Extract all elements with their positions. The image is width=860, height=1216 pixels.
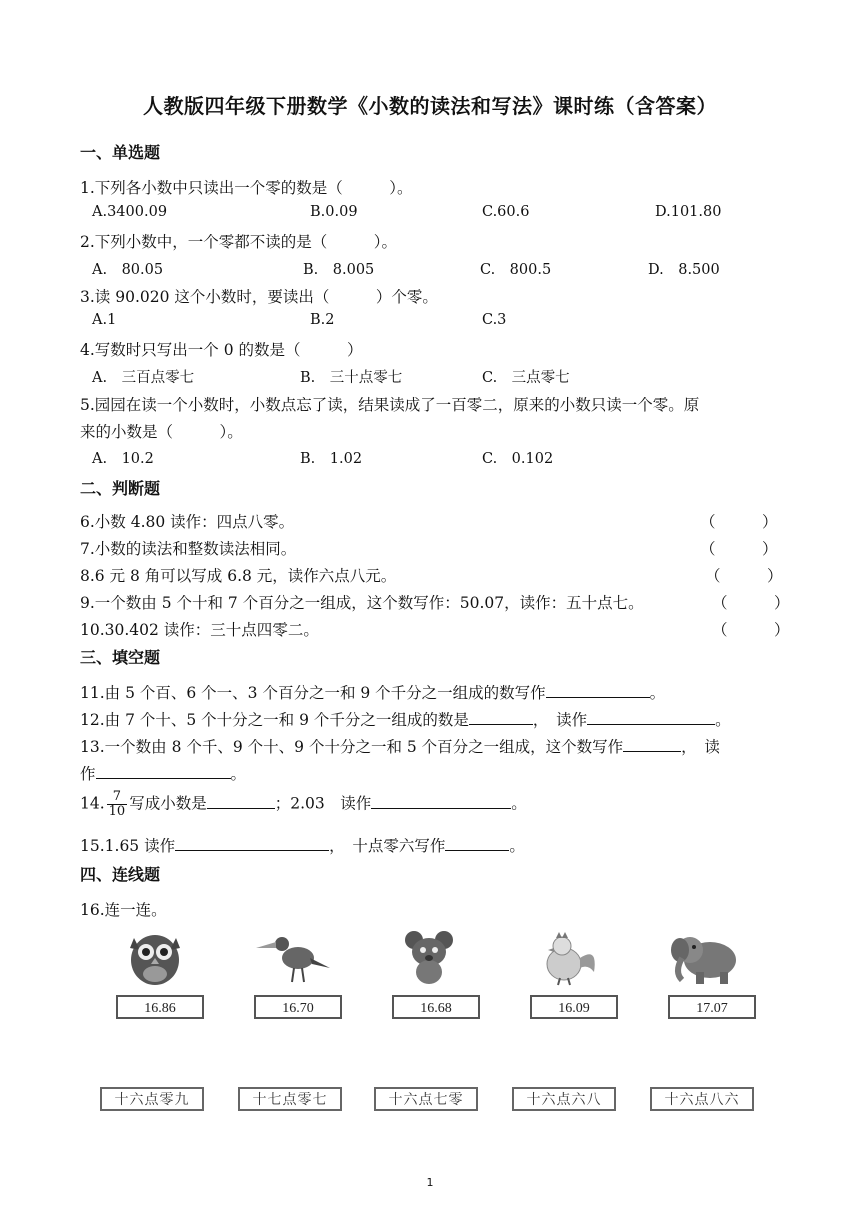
q12-text: 12.由 7 个十、5 个十分之一和 9 个千分之一组成的数是 [80, 711, 469, 729]
q2-option-c: C. 800.5 [480, 262, 552, 278]
fraction-seven-tenths [107, 790, 128, 819]
owl-image [110, 928, 200, 986]
question-8: 8.6 元 8 角可以写成 6.8 元，读作六点八元。 [80, 567, 397, 585]
word-box-1[interactable]: 十六点零九 [100, 1087, 204, 1111]
question-4: 4.写数时只写出一个 0 的数是（ ） [80, 341, 363, 359]
answer-paren-10: （ ） [712, 621, 790, 639]
word-box-2[interactable]: 十七点零七 [238, 1087, 342, 1111]
word-box-4[interactable]: 十六点六八 [512, 1087, 616, 1111]
q5-option-b: B. 1.02 [300, 451, 363, 467]
q11-text: 11.由 5 个百、6 个一、3 个百分之一和 9 个千分之一组成的数写作 [80, 684, 546, 702]
q12-blank-2[interactable] [587, 710, 715, 725]
q14-number: 14. [80, 794, 105, 813]
q14-mid: ；2.03 读作 [274, 794, 372, 813]
q5-option-c: C. 0.102 [482, 451, 554, 467]
q15-end: 。 [509, 837, 525, 855]
q1-option-a: A.3400.09 [92, 204, 168, 220]
number-box-2[interactable]: 16.70 [254, 995, 342, 1019]
rooster-image [522, 928, 612, 986]
number-box-1[interactable]: 16.86 [116, 995, 204, 1019]
section-heading-fill-blank: 三、填空题 [80, 648, 161, 667]
question-16: 16.连一连。 [80, 901, 167, 919]
question-14 [80, 790, 527, 819]
section-heading-single-choice: 一、单选题 [80, 143, 161, 162]
section-heading-matching: 四、连线题 [80, 865, 161, 884]
q15-blank-2[interactable] [445, 836, 509, 851]
mouse-image [384, 928, 474, 986]
q14-blank-1[interactable] [207, 794, 275, 809]
elephant-image [660, 928, 750, 986]
question-10: 10.30.402 读作：三十点四零二。 [80, 621, 319, 639]
section-heading-true-false: 二、判断题 [80, 479, 161, 498]
question-11 [80, 681, 665, 703]
question-15 [80, 834, 525, 856]
q5-option-a: A. 10.2 [92, 451, 154, 467]
word-box-5[interactable]: 十六点八六 [650, 1087, 754, 1111]
number-box-3[interactable]: 16.68 [392, 995, 480, 1019]
page-title: 人教版四年级下册数学《小数的读法和写法》课时练（含答案） [143, 94, 717, 118]
question-7: 7.小数的读法和整数读法相同。 [80, 540, 297, 558]
number-box-5[interactable]: 17.07 [668, 995, 756, 1019]
answer-paren-9: （ ） [712, 594, 790, 612]
bird-image [248, 928, 338, 986]
question-13-line-1 [80, 735, 720, 757]
q1-option-c: C.60.6 [482, 204, 530, 220]
question-3: 3.读 90.020 这个小数时，要读出（ ）个零。 [80, 288, 438, 306]
answer-paren-8: （ ） [705, 567, 783, 585]
q3-option-c: C.3 [482, 312, 507, 328]
word-box-3[interactable]: 十六点七零 [374, 1087, 478, 1111]
number-box-4[interactable]: 16.09 [530, 995, 618, 1019]
q2-option-d: D. 8.500 [648, 262, 720, 278]
question-1: 1.下列各小数中只读出一个零的数是（ ）。 [80, 179, 413, 197]
q13-cont: 作 [80, 765, 96, 783]
question-5-line-2: 来的小数是（ ）。 [80, 423, 243, 441]
question-2: 2.下列小数中，一个零都不读的是（ ）。 [80, 233, 398, 251]
q15-text: 15.1.65 读作 [80, 837, 176, 855]
q13-end: 。 [230, 765, 247, 783]
q3-option-b: B.2 [310, 312, 335, 328]
q11-blank[interactable] [546, 683, 650, 698]
q1-option-d: D.101.80 [655, 204, 722, 220]
q12-end: 。 [715, 711, 731, 729]
q14-text: 写成小数是 [129, 794, 207, 813]
q12-blank-1[interactable] [469, 710, 533, 725]
q13-blank-1[interactable] [623, 737, 681, 752]
q14-end: 。 [511, 794, 527, 813]
q1-option-b: B.0.09 [310, 204, 358, 220]
q14-blank-2[interactable] [371, 794, 511, 809]
question-9: 9.一个数由 5 个十和 7 个百分之一组成，这个数写作：50.07，读作：五十点七。 [80, 594, 644, 612]
q13-mid: ， 读 [681, 738, 720, 756]
fraction-denominator: 10 [108, 804, 126, 819]
q13-blank-2[interactable] [96, 764, 231, 779]
answer-paren-6: （ ） [700, 513, 778, 531]
question-6: 6.小数 4.80 读作：四点八零。 [80, 513, 295, 531]
q4-option-a: A. 三百点零七 [92, 370, 195, 386]
q15-mid: ， 十点零六写作 [329, 837, 446, 855]
fraction-numerator: 7 [107, 790, 128, 805]
question-12 [80, 708, 731, 730]
q2-option-b: B. 8.005 [303, 262, 375, 278]
q12-mid: ， 读作 [532, 711, 588, 729]
question-13-line-2 [80, 762, 246, 784]
answer-paren-7: （ ） [700, 540, 778, 558]
q2-option-a: A. 80.05 [92, 262, 164, 278]
q11-end: 。 [649, 684, 666, 702]
q15-blank-1[interactable] [175, 836, 329, 851]
page-number: 1 [426, 1176, 434, 1189]
q4-option-c: C. 三点零七 [482, 370, 570, 386]
q4-option-b: B. 三十点零七 [300, 370, 403, 386]
q13-text: 13.一个数由 8 个千、9 个十、9 个十分之一和 5 个百分之一组成，这个数写作 [80, 738, 624, 756]
question-5-line-1: 5.园园在读一个小数时，小数点忘了读，结果读成了一百零二，原来的小数只读一个零。原 [80, 396, 700, 414]
q3-option-a: A.1 [92, 312, 117, 328]
